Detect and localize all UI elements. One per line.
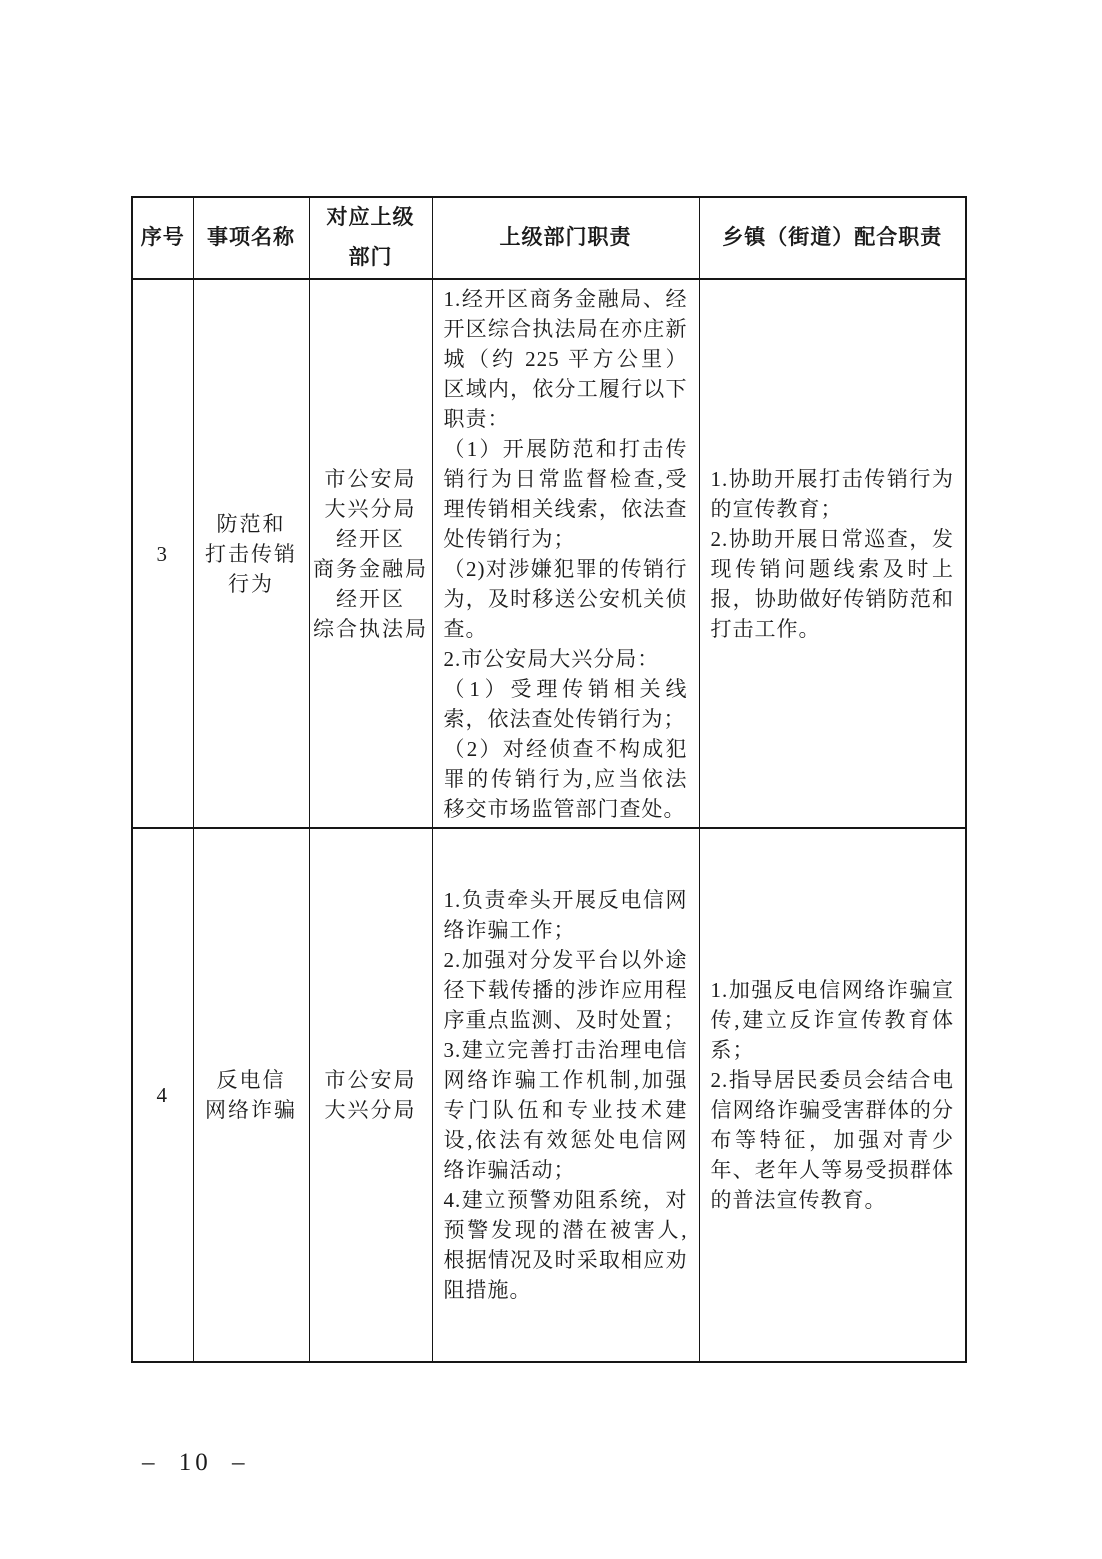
cell-town-duties [699,279,966,828]
item-name-line: 防范和 [216,511,286,536]
cell-superior-dept [309,279,432,828]
duty-paragraph: 1.负责牵头开展反电信网络诈骗工作； [443,888,688,942]
column-header-item-name [193,197,309,279]
duty-paragraph: 2.协助开展日常巡查，发现传销问题线索及时上报，协助做好传销防范和打击工作。 [710,526,954,641]
cell-item-name [193,828,309,1362]
page-number: – 10 – [142,1449,249,1476]
duty-paragraph: 3.建立完善打击治理电信网络诈骗工作机制,加强专门队伍和专业技术建设,依法有效惩处电信网络诈骗活动； [443,1038,688,1182]
cell-item-name [193,279,309,828]
duty-paragraph: 2.加强对分发平台以外途径下载传播的涉诈应用程序重点监测、及时处置； [443,948,688,1032]
item-name-line: 反电信 [216,1068,286,1092]
dept-line: 商务金融局 [313,556,428,581]
dept-line: 综合执法局 [313,616,428,641]
column-header-label: 事项名称 [207,226,295,249]
cell-seq [132,828,193,1362]
table-header-row [132,197,966,279]
column-header-seq [132,197,193,279]
duty-paragraph: （1）受理传销相关线索，依法查处传销行为； [443,676,688,731]
duty-paragraph: 1.协助开展打击传销行为的宣传教育； [710,466,954,521]
dept-line: 经开区 [336,586,405,611]
cell-superior-duties [432,279,699,828]
column-header-label: 上级部门职责 [499,226,632,249]
dept-line: 市公安局 [324,466,417,491]
cell-town-duties [699,828,966,1362]
cell-superior-duties [432,828,699,1362]
duty-paragraph: 1.加强反电信网络诈骗宣传,建立反诈宣传教育体系； [710,978,954,1062]
dept-line: 市公安局 [324,1068,417,1092]
column-header-label: 序号 [140,226,185,249]
table-row-4 [132,828,966,1362]
responsibility-table [131,196,967,1363]
column-header-label: 对应上级部门 [326,206,415,269]
cell-superior-dept [309,828,432,1362]
dept-line: 大兴分局 [324,496,417,521]
item-name-line: 网络诈骗 [205,1098,297,1122]
duty-paragraph: 2.指导居民委员会结合电信网络诈骗受害群体的分布等特征，加强对青少年、老年人等易受损群体的普法宣传教育。 [710,1068,954,1212]
duty-paragraph: 2.市公安局大兴分局： [443,646,660,671]
duty-paragraph: （2）对经侦查不构成犯罪的传销行为,应当依法移交市场监管部门查处。 [443,736,688,821]
column-header-superior-dept [309,197,432,279]
item-name-line: 打击传销 [205,541,297,566]
duty-paragraph: （1）开展防范和打击传销行为日常监督检查,受理传销相关线索，依法查处传销行为； [443,436,688,551]
seq-value: 3 [156,541,169,566]
item-name-line: 行为 [228,571,274,596]
table-row-3 [132,279,966,828]
duty-paragraph: （2)对涉嫌犯罪的传销行为，及时移送公安机关侦查。 [443,556,688,641]
dept-line: 大兴分局 [324,1098,417,1122]
column-header-superior-duties [432,197,699,279]
cell-seq [132,279,193,828]
duty-paragraph: 1.经开区商务金融局、经开区综合执法局在亦庄新城（约 225 平方公里）区域内，依分工履行以下职责： [443,286,688,431]
column-header-label: 乡镇（街道）配合职责 [722,226,943,249]
dept-line: 经开区 [336,526,405,551]
column-header-town-duties [699,197,966,279]
duty-paragraph: 4.建立预警劝阻系统，对预警发现的潜在被害人,根据情况及时采取相应劝阻措施。 [443,1188,688,1302]
seq-value: 4 [156,1083,169,1107]
